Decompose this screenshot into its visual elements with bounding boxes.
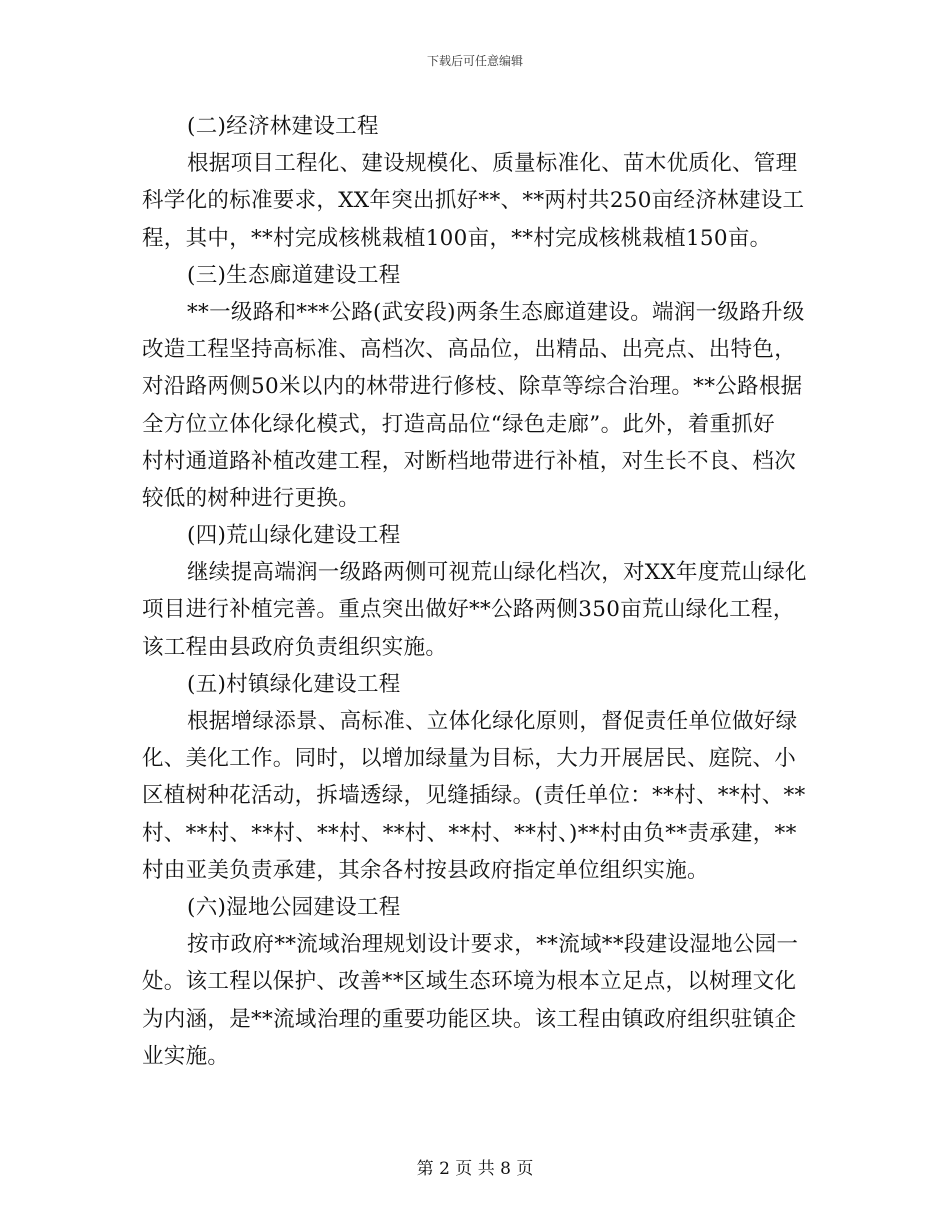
paragraph-line: 项目进行补植完善。重点突出做好**公路两侧350亩荒山绿化工程， (142, 597, 795, 623)
paragraph-line: 改造工程坚持高标准、高档次、高品位，出精品、出亮点、出特色， (142, 337, 797, 363)
paragraph-line: 为内涵，是**流域治理的重要功能区块。该工程由镇政府组织驻镇企 (142, 1006, 797, 1032)
paragraph-line: 该工程由县政府负责组织实施。 (142, 634, 448, 660)
paragraph-line: 处。该工程以保护、改善**区域生态环境为根本立足点，以树理文化 (142, 969, 797, 995)
page-number: 第 2 页 共 8 页 (416, 1159, 534, 1179)
paragraph-line: 科学化的标准要求，XX年突出抓好**、**两村共250亩经济林建设工 (142, 188, 805, 214)
paragraph-line: 程，其中，**村完成核桃栽植100亩，**村完成核桃栽植150亩。 (142, 225, 772, 251)
paragraph-start-line: (三)生态廊道建设工程 (187, 262, 401, 288)
paragraph-line: 化、美化工作。同时，以增加绿量为目标，大力开展居民、庭院、小 (142, 746, 797, 772)
paragraph-start-line: (六)湿地公园建设工程 (187, 894, 401, 920)
paragraph-start-line: **一级路和***公路(武安段)两条生态廊道建设。端润一级路升级 (187, 299, 805, 325)
paragraph-start-line: 根据项目工程化、建设规模化、质量标准化、苗木优质化、管理 (187, 151, 798, 177)
paragraph-start-line: (五)村镇绿化建设工程 (187, 671, 401, 697)
paragraph-line: 对沿路两侧50米以内的林带进行修枝、除草等综合治理。**公路根据 (142, 374, 803, 400)
page-header-note: 下载后可任意编辑 (426, 54, 523, 68)
paragraph-line: 村、**村、**村、**村、**村、**村、**村、)**村由负**责承建，** (142, 820, 797, 846)
paragraph-line: 全方位立体化绿化模式，打造高品位“绿色走廊”。此外，着重抓好 (142, 411, 775, 437)
paragraph-start-line: 按市政府**流域治理规划设计要求，**流域**段建设湿地公园一 (187, 932, 799, 958)
paragraph-start-line: (四)荒山绿化建设工程 (187, 523, 401, 549)
paragraph-start-line: 继续提高端润一级路两侧可视荒山绿化档次，对XX年度荒山绿化 (187, 560, 807, 586)
paragraph-line: 村由亚美负责承建，其余各村按县政府指定单位组织实施。 (142, 857, 709, 883)
paragraph-line: 较低的树种进行更换。 (142, 485, 361, 511)
paragraph-line: 区植树种花活动，拆墙透绿，见缝插绿。(责任单位：**村、**村、** (142, 783, 806, 809)
paragraph-start-line: (二)经济林建设工程 (187, 114, 379, 139)
document-body (142, 108, 812, 1075)
paragraph-line: 业实施。 (142, 1043, 230, 1069)
paragraph-line: 村村通道路补植改建工程，对断档地带进行补植，对生长不良、档次 (142, 448, 797, 474)
paragraph-start-line: 根据增绿添景、高标准、立体化绿化原则，督促责任单位做好绿 (187, 709, 798, 734)
